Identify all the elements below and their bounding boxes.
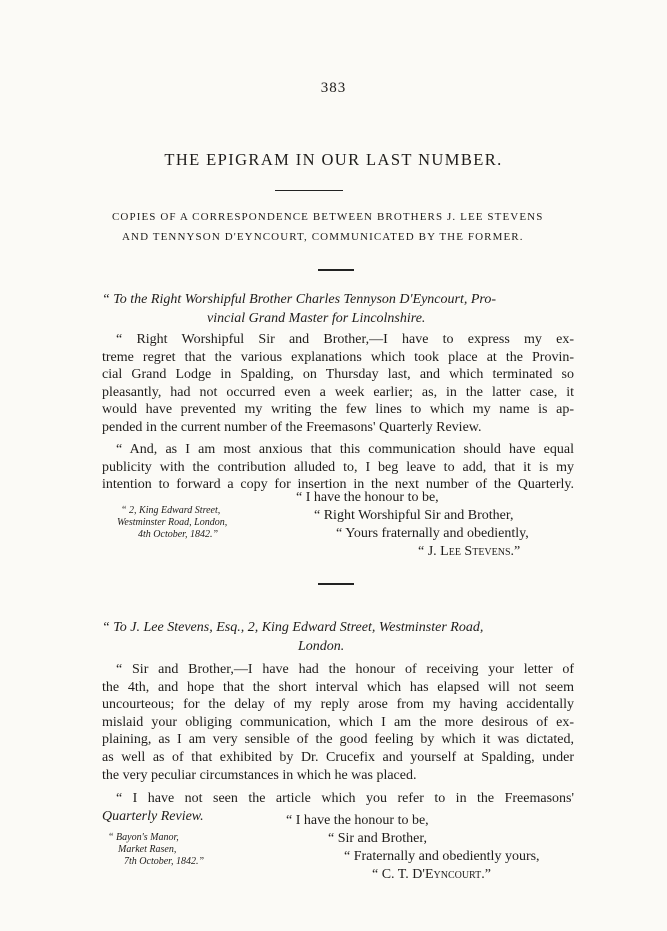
- text-line: mislaid your obliging communication, which I am the more desirous of ex-: [102, 714, 574, 730]
- text-line: plaining, as I am very sensible of the good feeling by which it was dictated,: [102, 732, 574, 748]
- text-line: “ Sir and Brother,—I have had the honour of receiving your letter of: [116, 662, 574, 677]
- text-line: uncourteous; for the delay of my reply arose from my having accidentally: [102, 697, 574, 713]
- text-line: “ Right Worshipful Sir and Brother,—I have to express my ex-: [116, 332, 574, 347]
- text-line: intention to forward a copy for insertion in the next number of the Quarterly.: [102, 477, 574, 493]
- title-rule: [275, 190, 343, 191]
- dateline-line: 4th October, 1842.”: [138, 529, 218, 540]
- text-line: Quarterly Review.: [102, 808, 204, 824]
- letter1-dateline: [117, 505, 227, 541]
- letter1-paragraph-2: [102, 441, 574, 494]
- page-number: 383: [320, 80, 347, 96]
- closing-line: “ Sir and Brother,: [328, 831, 427, 846]
- text-line: treme regret that the various explanations which took place at the Provin-: [102, 349, 574, 365]
- letter2-address-line-2: London.: [298, 639, 345, 654]
- dateline-line: 7th October, 1842.”: [124, 856, 204, 867]
- closing-line: “ I have the honour to be,: [296, 490, 439, 505]
- letter1-address: [102, 290, 582, 328]
- closing-line: “ Right Worshipful Sir and Brother,: [314, 508, 514, 523]
- text-line: as well as of that exhibited by Dr. Crucefix and yourself at Spalding, under: [102, 749, 574, 765]
- letter2-dateline: [108, 832, 204, 868]
- letter2-address: [102, 618, 582, 656]
- letter2-address-line-1: “ To J. Lee Stevens, Esq., 2, King Edward Street, Westminster Road,: [102, 620, 484, 635]
- letter2-signature: “ C. T. D'Eyncourt.”: [372, 867, 491, 882]
- subheading-line-2: AND TENNYSON D'EYNCOURT, COMMUNICATED BY THE FORMER.: [122, 231, 524, 243]
- text-line: cial Grand Lodge in Spalding, on Thursday last, and which terminated so: [102, 367, 574, 383]
- text-line: publicity with the contribution alluded to, I beg leave to add, that it is my: [102, 459, 574, 475]
- letter1-address-line-1: “ To the Right Worshipful Brother Charles Tennyson D'Eyncourt, Pro-: [102, 292, 496, 307]
- subheading-line-1: COPIES OF A CORRESPONDENCE BETWEEN BROTHERS J. LEE STEVENS: [112, 211, 544, 223]
- section-rule-2: [318, 583, 354, 585]
- letter1-closing: [296, 489, 529, 561]
- text-line: “ And, as I am most anxious that this communication should have equal: [116, 442, 574, 457]
- text-line: the 4th, and hope that the short interval which has elapsed will not seem: [102, 679, 574, 695]
- closing-line: “ Yours fraternally and obediently,: [336, 526, 529, 541]
- letter2-closing: [286, 812, 540, 884]
- letter2-paragraph-1: [102, 661, 574, 784]
- closing-line: “ I have the honour to be,: [286, 813, 429, 828]
- text-line: pleasantly, had not occurred even a week earlier; as, in the latter case, it: [102, 384, 574, 400]
- text-line: pended in the current number of the Freemasons' Quarterly Review.: [102, 419, 482, 435]
- article-subheading: [112, 207, 572, 247]
- letter1-signature: “ J. Lee Stevens.”: [418, 544, 521, 559]
- text-line: would have prevented my writing the few lines to which my name is ap-: [102, 402, 574, 418]
- letter1-address-line-2: vincial Grand Master for Lincolnshire.: [207, 311, 426, 326]
- text-line: “ I have not seen the article which you refer to in the Freemasons': [116, 791, 574, 806]
- dateline-line: “ 2, King Edward Street,: [121, 505, 221, 516]
- dateline-line: Market Rasen,: [118, 844, 177, 855]
- text-line: the very peculiar circumstances in which he was placed.: [102, 767, 417, 783]
- letter1-paragraph-1: [102, 331, 574, 437]
- closing-line: “ Fraternally and obediently yours,: [344, 849, 540, 864]
- dateline-line: “ Bayon's Manor,: [108, 832, 179, 843]
- article-title: THE EPIGRAM IN OUR LAST NUMBER.: [164, 150, 503, 169]
- section-rule-1: [318, 269, 354, 271]
- dateline-line: Westminster Road, London,: [117, 517, 228, 528]
